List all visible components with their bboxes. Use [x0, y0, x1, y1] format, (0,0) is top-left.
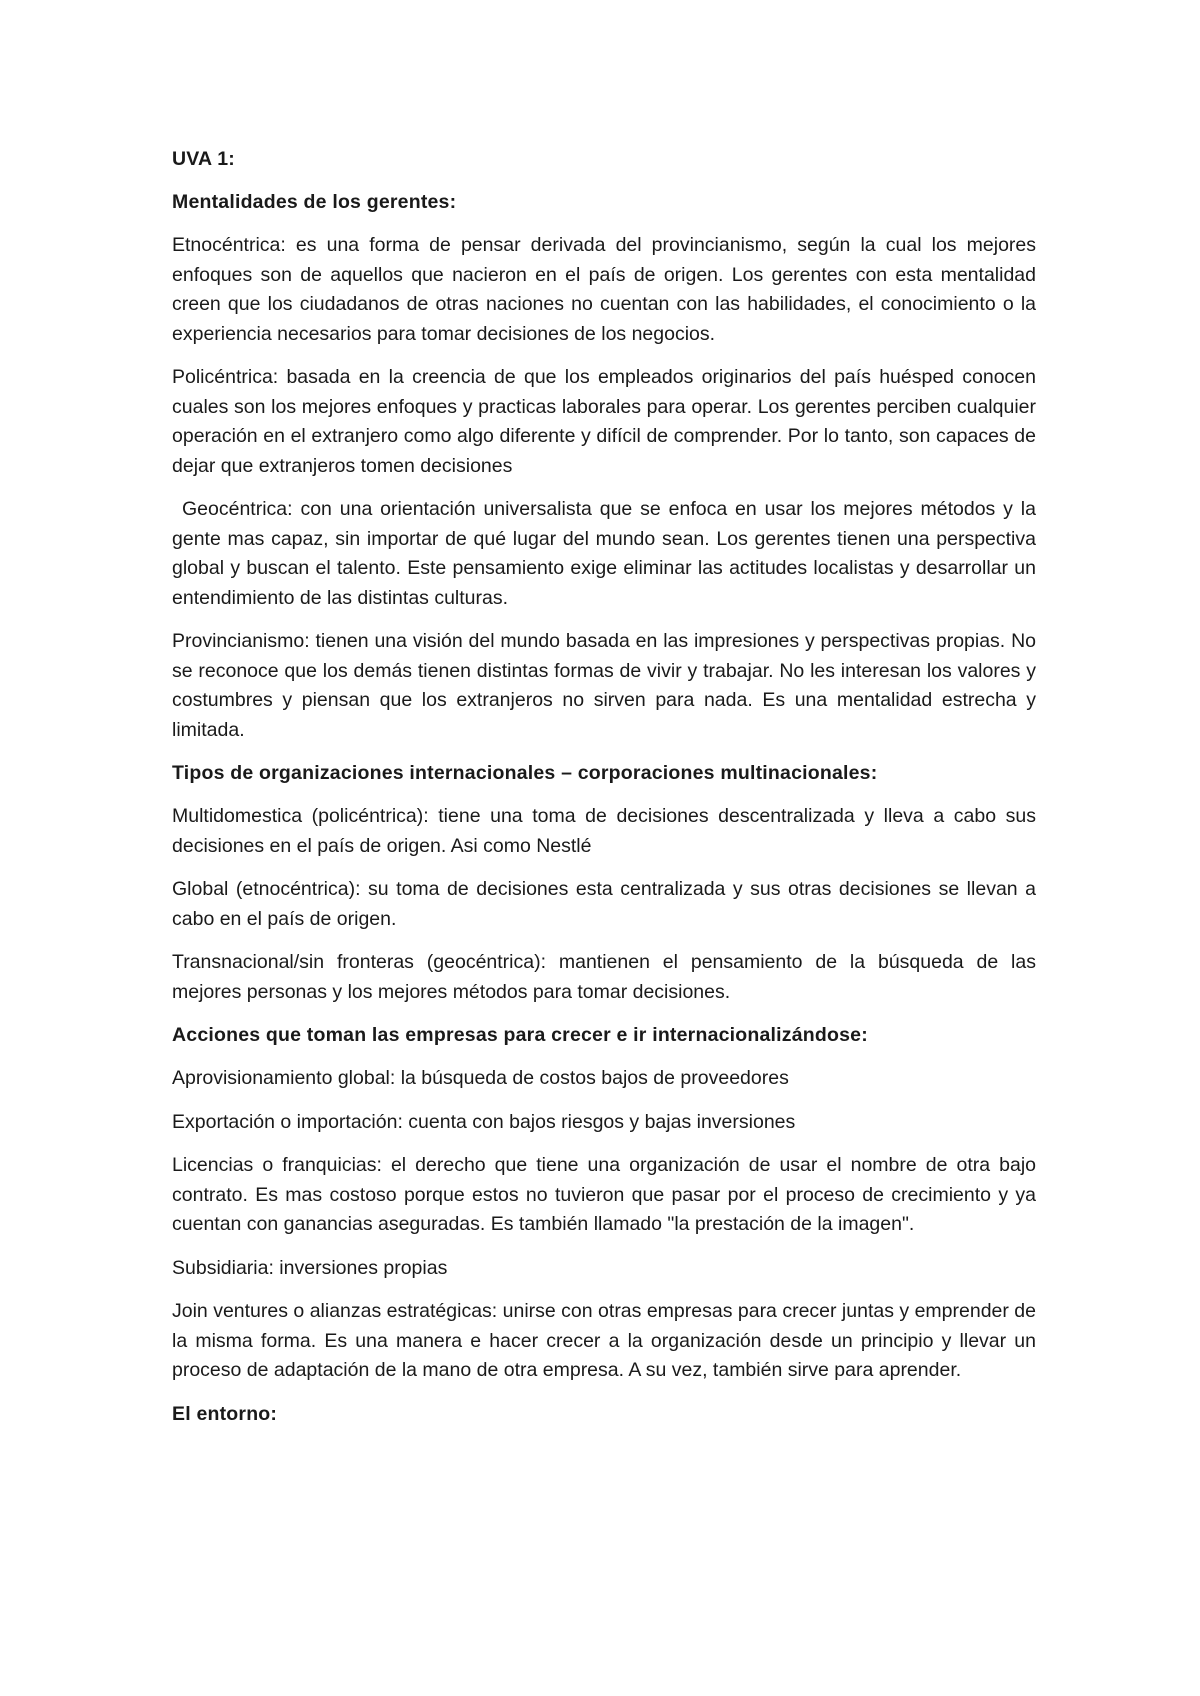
paragraph-policentrica: Policéntrica: basada en la creencia de que los empleados originarios del país huésped conocen cuales son los mejores enfoques y practicas laborales para operar. Los gerentes perciben cualquier operación en el extranjero como algo diferente y difícil de comprender. Por lo tanto, son capaces de dejar que extranjeros tomen decisiones: [172, 366, 1036, 477]
paragraph-multidomestica: Multidomestica (policéntrica): tiene una toma de decisiones descentralizada y lleva a cabo sus decisiones en el país de origen. Asi como Nestlé: [172, 805, 1036, 857]
section-heading-acciones: Acciones que toman las empresas para crecer e ir internacionalizándose:: [172, 1024, 868, 1046]
paragraph-transnacional: Transnacional/sin fronteras (geocéntrica): mantienen el pensamiento de la búsqueda de las mejores personas y los mejores métodos para tomar decisiones.: [172, 951, 1036, 1003]
paragraph-provincianismo: Provincianismo: tienen una visión del mundo basada en las impresiones y perspectivas propias. No se reconoce que los demás tienen distintas formas de vivir y trabajar. No les interesan los valores y costumbres y piensan que los extranjeros no sirven para nada. Es una mentalidad estrecha y limitada.: [172, 630, 1036, 741]
section-heading-entorno: El entorno:: [172, 1402, 278, 1425]
paragraph-geocentrica: Geocéntrica: con una orientación universalista que se enfoca en usar los mejores métodos y la gente mas capaz, sin importar de qué lugar del mundo sean. Los gerentes tienen una perspectiva global y buscan el talento. Este pensamiento exige eliminar las actitudes localistas y desarrollar un entendimiento de las distintas culturas.: [172, 498, 1036, 609]
document-title: UVA 1:: [172, 148, 235, 170]
paragraph-etnocentrica: Etnocéntrica: es una forma de pensar derivada del provincianismo, según la cual los mejores enfoques son de aquellos que nacieron en el país de origen. Los gerentes con esta mentalidad creen que los ciudadanos de otras naciones no cuentan con las habilidades, el conocimiento o la experiencia necesarios para tomar decisiones de los negocios.: [172, 234, 1036, 345]
paragraph-exportacion: Exportación o importación: cuenta con bajos riesgos y bajas inversiones: [172, 1110, 796, 1133]
paragraph-licencias: Licencias o franquicias: el derecho que tiene una organización de usar el nombre de otra bajo contrato. Es mas costoso porque estos no tuvieron que pasar por el proceso de crecimiento y ya cuentan con ganancias aseguradas. Es también llamado "la prestación de la imagen".: [172, 1154, 1036, 1235]
paragraph-global: Global (etnocéntrica): su toma de decisiones esta centralizada y sus otras decisiones se llevan a cabo en el país de origen.: [172, 878, 1036, 930]
paragraph-subsidiaria: Subsidiaria: inversiones propias: [172, 1256, 448, 1279]
section-heading-tipos-organizaciones: Tipos de organizaciones internacionales – corporaciones multinacionales:: [172, 762, 878, 784]
paragraph-join-ventures: Join ventures o alianzas estratégicas: unirse con otras empresas para crecer juntas y emprender de la misma forma. Es una manera e hacer crecer a la organización desde un principio y llevar un proceso de adaptación de la mano de otra empresa. A su vez, también sirve para aprender.: [172, 1300, 1036, 1381]
section-heading-mentalidades: Mentalidades de los gerentes:: [172, 191, 457, 213]
paragraph-aprovisionamiento: Aprovisionamiento global: la búsqueda de costos bajos de proveedores: [172, 1067, 789, 1089]
